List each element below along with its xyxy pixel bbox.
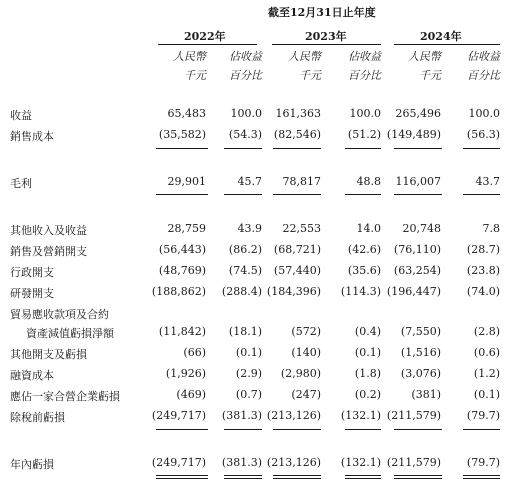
- row-value: (66): [183, 346, 206, 359]
- column-header-line1: 人民幣: [288, 50, 321, 63]
- row-label: 貿易應收款項及合約: [10, 308, 109, 321]
- total-rule-bottom: [463, 478, 500, 479]
- column-header-line1: 佔收益: [229, 50, 262, 63]
- row-value: (149,489): [386, 128, 441, 141]
- row-value: (114.3): [340, 285, 381, 298]
- row-value: (2,980): [280, 367, 321, 380]
- row-value: (0.4): [354, 325, 381, 338]
- row-value: (140): [291, 346, 321, 359]
- row-value: (1.8): [354, 367, 381, 380]
- row-value: (74.5): [228, 264, 262, 277]
- row-label: 應佔一家合營企業虧損: [10, 390, 120, 403]
- row-value: (0.1): [473, 388, 500, 401]
- subtotal-rule: [224, 194, 262, 195]
- row-value: (249,717): [151, 456, 206, 469]
- year-underline: [272, 44, 381, 45]
- row-value: (23.8): [466, 264, 500, 277]
- subtotal-rule: [345, 148, 381, 149]
- row-value: (1,926): [165, 367, 206, 380]
- row-value: (247): [291, 388, 321, 401]
- row-value: (211,579): [386, 409, 441, 422]
- row-value: (18.1): [228, 325, 262, 338]
- row-label: 收益: [10, 109, 32, 122]
- total-rule-top: [273, 475, 321, 476]
- row-value: (42.6): [347, 243, 381, 256]
- row-value: (211,579): [386, 456, 441, 469]
- row-value: (35,582): [158, 128, 206, 141]
- subtotal-rule: [394, 429, 442, 430]
- row-value: (86.2): [228, 243, 262, 256]
- row-value: (63,254): [393, 264, 441, 277]
- row-label: 融資成本: [10, 369, 54, 382]
- total-rule-bottom: [345, 478, 381, 479]
- total-rule-top: [394, 475, 442, 476]
- subtotal-rule: [394, 148, 442, 149]
- row-value: (28.7): [466, 243, 500, 256]
- row-value: 161,363: [275, 107, 321, 120]
- subtotal-rule: [156, 194, 208, 195]
- subtotal-rule: [345, 194, 381, 195]
- subtotal-rule: [273, 194, 321, 195]
- subtotal-rule: [345, 429, 381, 430]
- total-rule-bottom: [394, 478, 442, 479]
- year-header: 2022年: [184, 30, 226, 43]
- year-underline: [394, 44, 500, 45]
- subtotal-rule: [463, 148, 500, 149]
- row-value: 65,483: [167, 107, 206, 120]
- row-value: (572): [291, 325, 321, 338]
- row-value: (79.7): [466, 456, 500, 469]
- row-value: 43.9: [237, 222, 262, 235]
- subtotal-rule: [463, 429, 500, 430]
- row-value: 45.7: [237, 175, 262, 188]
- row-value: 100.0: [349, 107, 381, 120]
- row-label: 銷售及營銷開支: [10, 245, 87, 258]
- row-value: (74.0): [466, 285, 500, 298]
- row-value: (2.8): [473, 325, 500, 338]
- row-label: 年內虧損: [10, 458, 54, 471]
- row-label: 其他收入及收益: [10, 224, 87, 237]
- row-label-continuation: 資產減值虧損淨額: [26, 327, 114, 340]
- row-value: (51.2): [347, 128, 381, 141]
- row-value: (56,443): [158, 243, 206, 256]
- row-label: 其他開支及虧損: [10, 348, 87, 361]
- subtotal-rule: [224, 148, 262, 149]
- row-value: (288.4): [221, 285, 262, 298]
- row-value: (7,550): [400, 325, 441, 338]
- row-value: (1,516): [400, 346, 441, 359]
- row-value: 100.0: [230, 107, 262, 120]
- year-underline: [158, 44, 257, 45]
- row-value: 22,553: [282, 222, 321, 235]
- row-value: 100.0: [468, 107, 500, 120]
- row-value: (0.2): [354, 388, 381, 401]
- row-value: (0.1): [354, 346, 381, 359]
- row-label: 銷售成本: [10, 130, 54, 143]
- total-rule-top: [224, 475, 262, 476]
- row-value: 78,817: [282, 175, 321, 188]
- row-value: (213,126): [266, 409, 321, 422]
- row-value: (184,396): [266, 285, 321, 298]
- row-value: (132.1): [340, 409, 381, 422]
- row-value: (82,546): [273, 128, 321, 141]
- row-value: (54.3): [228, 128, 262, 141]
- total-rule-top: [463, 475, 500, 476]
- subtotal-rule: [463, 194, 500, 195]
- total-rule-bottom: [224, 478, 262, 479]
- subtotal-rule: [394, 194, 442, 195]
- row-value: (11,842): [158, 325, 206, 338]
- row-value: 265,496: [395, 107, 441, 120]
- row-label: 行政開支: [10, 266, 54, 279]
- row-value: (132.1): [340, 456, 381, 469]
- column-header-line1: 佔收益: [348, 50, 381, 63]
- subtotal-rule: [273, 429, 321, 430]
- row-value: (35.6): [347, 264, 381, 277]
- year-header: 2023年: [305, 30, 347, 43]
- row-value: (213,126): [266, 456, 321, 469]
- row-value: (0.7): [235, 388, 262, 401]
- subtotal-rule: [156, 429, 208, 430]
- column-header-line1: 佔收益: [467, 50, 500, 63]
- row-value: (57,440): [273, 264, 321, 277]
- column-header-line2: 百分比: [348, 69, 381, 82]
- row-value: 29,901: [167, 175, 206, 188]
- row-value: 7.8: [482, 222, 500, 235]
- column-header-line2: 千元: [184, 69, 206, 82]
- row-value: (76,110): [393, 243, 441, 256]
- row-value: 116,007: [395, 175, 441, 188]
- row-value: (0.6): [473, 346, 500, 359]
- column-header-line2: 千元: [419, 69, 441, 82]
- total-rule-top: [156, 475, 208, 476]
- row-value: (2.9): [235, 367, 262, 380]
- row-value: (56.3): [466, 128, 500, 141]
- total-rule-bottom: [156, 478, 208, 479]
- row-value: (381.3): [221, 409, 262, 422]
- row-value: (196,447): [386, 285, 441, 298]
- column-header-line2: 百分比: [229, 69, 262, 82]
- year-header: 2024年: [420, 30, 462, 43]
- row-value: (48,769): [158, 264, 206, 277]
- row-value: (1.2): [473, 367, 500, 380]
- row-value: 48.8: [356, 175, 381, 188]
- row-label: 研發開支: [10, 287, 54, 300]
- row-value: 28,759: [167, 222, 206, 235]
- row-value: (3,076): [400, 367, 441, 380]
- row-label: 毛利: [10, 177, 32, 190]
- column-header-line1: 人民幣: [173, 50, 206, 63]
- row-value: (381): [411, 388, 441, 401]
- table-title: 截至12月31日止年度: [268, 6, 376, 19]
- subtotal-rule: [273, 148, 321, 149]
- total-rule-bottom: [273, 478, 321, 479]
- row-value: 20,748: [402, 222, 441, 235]
- row-value: (469): [176, 388, 206, 401]
- row-value: 14.0: [356, 222, 381, 235]
- row-value: (68,721): [273, 243, 321, 256]
- column-header-line1: 人民幣: [408, 50, 441, 63]
- row-value: (381.3): [221, 456, 262, 469]
- column-header-line2: 百分比: [467, 69, 500, 82]
- row-label: 除稅前虧損: [10, 411, 65, 424]
- row-value: (79.7): [466, 409, 500, 422]
- row-value: (188,862): [151, 285, 206, 298]
- row-value: 43.7: [475, 175, 500, 188]
- row-value: (249,717): [151, 409, 206, 422]
- column-header-line2: 千元: [299, 69, 321, 82]
- row-value: (0.1): [235, 346, 262, 359]
- subtotal-rule: [224, 429, 262, 430]
- total-rule-top: [345, 475, 381, 476]
- subtotal-rule: [156, 148, 208, 149]
